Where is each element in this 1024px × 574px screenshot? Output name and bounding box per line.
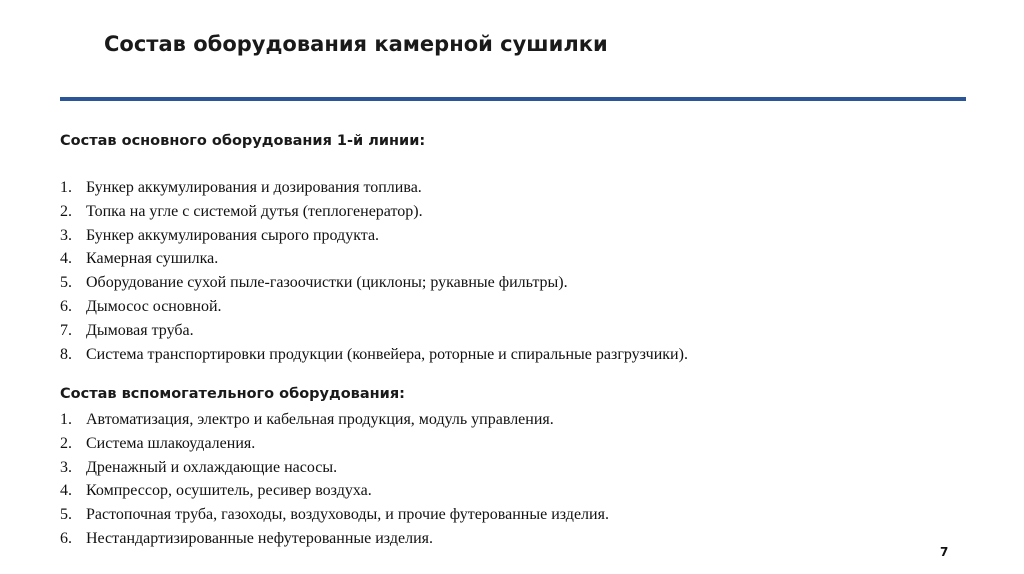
item-number: 6. — [60, 297, 72, 315]
list-item — [60, 295, 688, 319]
item-number: 5. — [60, 274, 72, 292]
item-number: 1. — [60, 411, 72, 428]
item-number: 5. — [60, 506, 72, 524]
main-equipment-list — [60, 176, 688, 366]
list-item — [60, 200, 688, 224]
list-item — [60, 319, 688, 343]
list-item — [60, 479, 609, 503]
item-number: 4. — [60, 250, 72, 268]
item-number: 3. — [60, 458, 72, 476]
item-text: Система транспортировки продукции (конвейера, роторные и спиральные разгрузчики). — [86, 345, 688, 363]
item-number: 4. — [60, 482, 72, 500]
list-item — [60, 432, 609, 456]
list-item — [60, 176, 688, 200]
item-text: Дымовая труба. — [86, 321, 194, 339]
item-text: Система шлакоудаления. — [86, 434, 256, 452]
aux-equipment-heading: Состав вспомогательного оборудования: — [60, 386, 405, 402]
item-number: 3. — [60, 226, 72, 244]
list-item — [60, 343, 688, 367]
main-equipment-heading: Состав основного оборудования 1-й линии: — [60, 133, 426, 149]
title-divider — [60, 97, 966, 101]
item-number: 2. — [60, 202, 72, 220]
item-text: Дымосос основной. — [86, 297, 222, 315]
item-text: Компрессор, осушитель, ресивер воздуха. — [86, 482, 372, 500]
item-text: Топка на угле с системой дутья (теплогенератор). — [86, 202, 423, 220]
item-number: 7. — [60, 321, 72, 339]
item-text: Автоматизация, электро и кабельная продукция, модуль управления. — [86, 411, 554, 428]
page-number: 7 — [940, 545, 949, 559]
list-item — [60, 408, 609, 432]
item-text: Растопочная труба, газоходы, воздуховоды, и прочие футерованные изделия. — [86, 506, 609, 524]
item-text: Дренажный и охлаждающие насосы. — [86, 458, 338, 476]
list-item — [60, 456, 609, 480]
item-text: Оборудование сухой пыле-газоочистки (циклоны; рукавные фильтры). — [86, 274, 568, 292]
aux-equipment-list — [60, 408, 609, 551]
list-item — [60, 247, 688, 271]
item-number: 8. — [60, 345, 72, 363]
list-item — [60, 503, 609, 527]
item-text: Нестандартизированные нефутерованные изделия. — [86, 529, 433, 547]
item-number: 1. — [60, 179, 72, 196]
item-number: 6. — [60, 529, 72, 547]
item-number: 2. — [60, 434, 72, 452]
item-text: Бункер аккумулирования сырого продукта. — [86, 226, 380, 244]
item-text: Камерная сушилка. — [86, 250, 219, 268]
list-item — [60, 224, 688, 248]
slide-title: Состав оборудования камерной сушилки — [104, 32, 608, 56]
list-item — [60, 271, 688, 295]
list-item — [60, 527, 609, 551]
item-text: Бункер аккумулирования и дозирования топлива. — [86, 179, 422, 196]
